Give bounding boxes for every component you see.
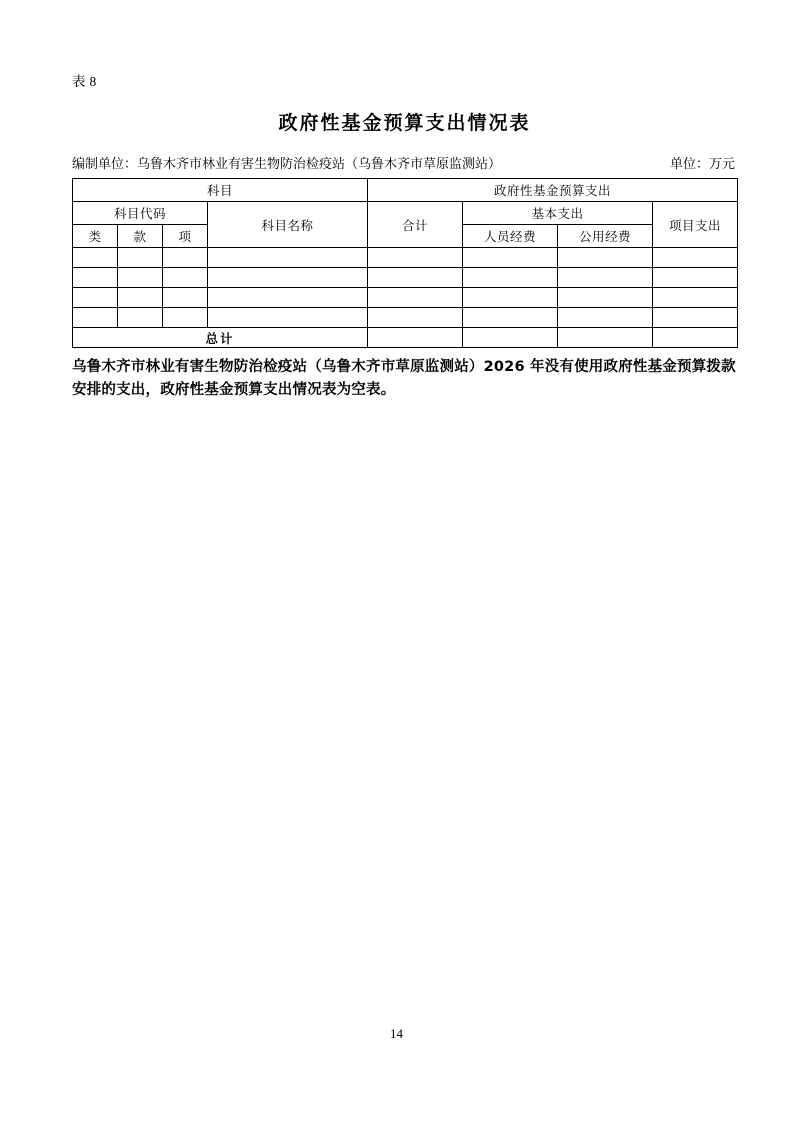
cell-subject-name bbox=[208, 268, 368, 288]
cell-section bbox=[118, 308, 163, 328]
cell-class bbox=[73, 308, 118, 328]
cell-total bbox=[368, 288, 463, 308]
meta-row bbox=[72, 153, 737, 172]
total-label: 总计 bbox=[73, 328, 368, 348]
cell-personnel bbox=[463, 248, 558, 268]
table-row bbox=[73, 288, 738, 308]
preparing-unit-label: 编制单位：乌鲁木齐市林业有害生物防治检疫站（乌鲁木齐市草原监测站） bbox=[72, 157, 502, 172]
cell-project bbox=[653, 248, 738, 268]
cell-item bbox=[163, 308, 208, 328]
cell-subject-name bbox=[208, 288, 368, 308]
cell-item bbox=[163, 288, 208, 308]
header-personnel-funds: 人员经费 bbox=[463, 225, 558, 248]
cell-section bbox=[118, 268, 163, 288]
cell-public bbox=[558, 288, 653, 308]
table-row bbox=[73, 248, 738, 268]
header-subject-name: 科目名称 bbox=[208, 202, 368, 248]
header-basic-expenditure-group: 基本支出 bbox=[463, 202, 653, 225]
header-section: 款 bbox=[118, 225, 163, 248]
cell-public bbox=[558, 268, 653, 288]
cell-project bbox=[653, 288, 738, 308]
cell-personnel bbox=[463, 268, 558, 288]
table-header-row-2 bbox=[73, 202, 738, 225]
cell-class bbox=[73, 288, 118, 308]
cell-project bbox=[653, 308, 738, 328]
header-subject-group: 科目 bbox=[73, 179, 368, 202]
table-row bbox=[73, 308, 738, 328]
total-cell-project bbox=[653, 328, 738, 348]
cell-personnel bbox=[463, 288, 558, 308]
cell-total bbox=[368, 248, 463, 268]
page-title: 政府性基金预算支出情况表 bbox=[278, 112, 531, 134]
document-content bbox=[72, 70, 737, 402]
table-label: 表 8 bbox=[72, 74, 97, 89]
page-number: 14 bbox=[390, 1026, 403, 1041]
currency-unit-label: 单位：万元 bbox=[669, 157, 735, 172]
cell-public bbox=[558, 248, 653, 268]
total-cell-total bbox=[368, 328, 463, 348]
header-subject-code-group: 科目代码 bbox=[73, 202, 208, 225]
table-note: 乌鲁木齐市林业有害生物防治检疫站（乌鲁木齐市草原监测站）2026 年没有使用政府性基金预算拨款安排的支出，政府性基金预算支出情况表为空表。 bbox=[72, 359, 736, 399]
header-item: 项 bbox=[163, 225, 208, 248]
cell-section bbox=[118, 288, 163, 308]
cell-total bbox=[368, 268, 463, 288]
cell-class bbox=[73, 248, 118, 268]
total-cell-public bbox=[558, 328, 653, 348]
cell-section bbox=[118, 248, 163, 268]
header-public-funds: 公用经费 bbox=[558, 225, 653, 248]
cell-item bbox=[163, 268, 208, 288]
table-header-row-1 bbox=[73, 179, 738, 202]
table-total-row bbox=[73, 328, 738, 348]
header-project-expenditure: 项目支出 bbox=[653, 202, 738, 248]
cell-class bbox=[73, 268, 118, 288]
header-total: 合计 bbox=[368, 202, 463, 248]
table-row bbox=[73, 268, 738, 288]
cell-public bbox=[558, 308, 653, 328]
cell-total bbox=[368, 308, 463, 328]
cell-project bbox=[653, 268, 738, 288]
cell-subject-name bbox=[208, 248, 368, 268]
header-fund-expenditure-group: 政府性基金预算支出 bbox=[368, 179, 738, 202]
cell-personnel bbox=[463, 308, 558, 328]
budget-table bbox=[72, 178, 738, 348]
cell-item bbox=[163, 248, 208, 268]
cell-subject-name bbox=[208, 308, 368, 328]
total-cell-personnel bbox=[463, 328, 558, 348]
header-class: 类 bbox=[73, 225, 118, 248]
